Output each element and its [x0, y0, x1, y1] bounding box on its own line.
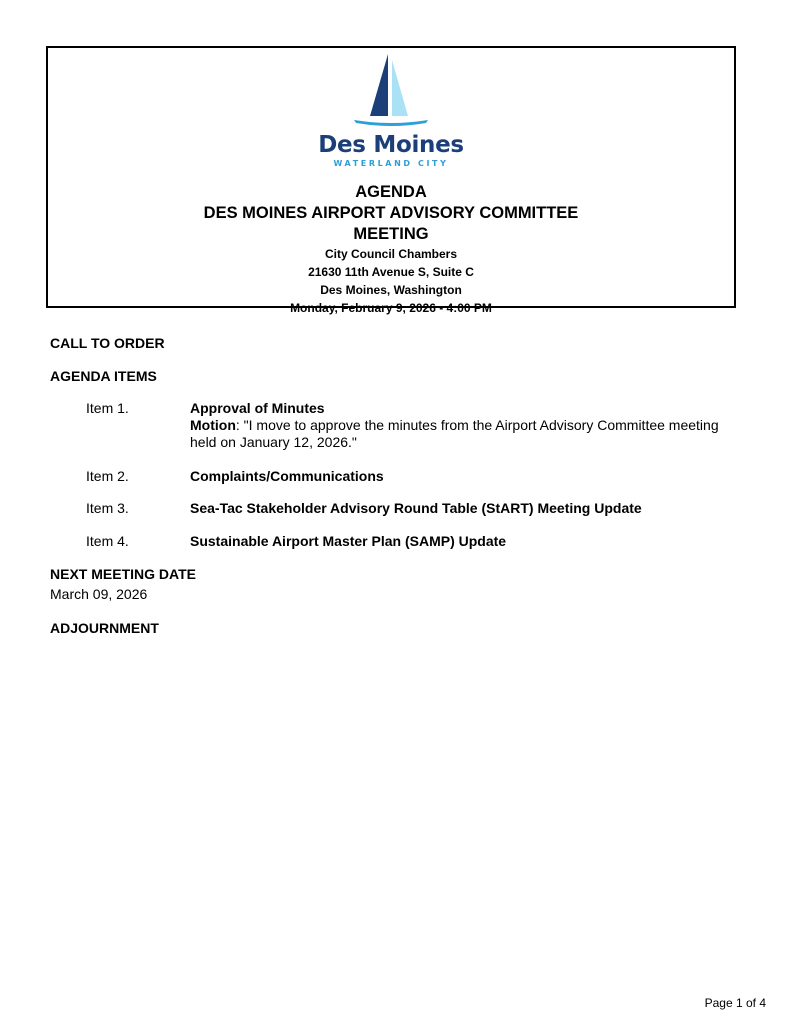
item-number: Item 4.: [86, 533, 129, 549]
meeting-datetime: Monday, February 9, 2026 - 4:00 PM: [290, 301, 492, 315]
motion-body: : "I move to approve the minutes from the Airport Advisory Committee meeting held on January 12, 2026.": [190, 417, 719, 450]
item-title: Sustainable Airport Master Plan (SAMP) Update: [190, 533, 507, 549]
agenda-header-box: [46, 46, 736, 315]
logo-tagline: WATERLAND CITY: [333, 159, 449, 168]
adjournment-heading: ADJOURNMENT: [50, 620, 159, 636]
logo-city-name: Des Moines: [318, 132, 464, 158]
city-logo: [48, 52, 734, 169]
item-number: Item 2.: [86, 468, 129, 484]
item-title: Complaints/Communications: [190, 468, 384, 484]
sailboat-icon: [336, 52, 446, 130]
agenda-items-heading: AGENDA ITEMS: [50, 368, 157, 384]
meeting-location: City Council Chambers: [324, 247, 458, 261]
next-meeting-date: March 09, 2026: [50, 586, 148, 602]
meeting-city: Des Moines, Washington: [320, 283, 462, 297]
motion-text: [190, 417, 730, 451]
agenda-titles: [48, 182, 734, 317]
item-number: Item 3.: [86, 500, 129, 516]
motion-label: Motion: [190, 417, 236, 433]
item-number: Item 1.: [86, 400, 129, 416]
item-title: Sea-Tac Stakeholder Advisory Round Table (StART) Meeting Update: [190, 500, 642, 516]
call-to-order-heading: CALL TO ORDER: [50, 335, 165, 351]
agenda-title: AGENDA: [355, 183, 427, 201]
committee-title: DES MOINES AIRPORT ADVISORY COMMITTEE: [203, 204, 579, 222]
meeting-title: MEETING: [353, 225, 429, 243]
page-number: Page 1 of 4: [704, 996, 766, 1010]
item-title: Approval of Minutes: [190, 400, 325, 416]
meeting-address: 21630 11th Avenue S, Suite C: [308, 265, 474, 279]
next-meeting-heading: NEXT MEETING DATE: [50, 566, 196, 582]
